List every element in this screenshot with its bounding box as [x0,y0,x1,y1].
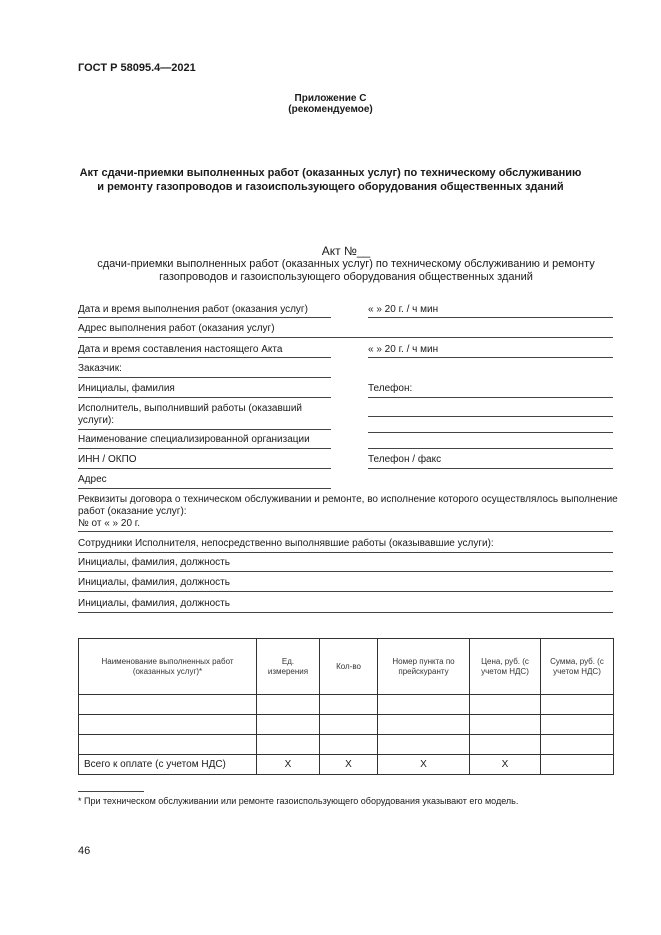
table-cell[interactable] [541,735,614,755]
work-date-label: Дата и время выполнения работ (оказания услуг) [78,304,308,315]
contract-label-line-1: Реквизиты договора о техническом обслуживании и ремонте, во исполнение которого осуществлялось выполнение [78,494,618,505]
organization-name-label: Наименование специализированной организации [78,434,310,445]
staff-entry-1: Инициалы, фамилия, должность [78,557,230,568]
organization-name-line [78,448,331,449]
inn-line [78,468,331,469]
staff-entry-2: Инициалы, фамилия, должность [78,577,230,588]
work-date-template: « » 20 г. / ч мин [368,304,439,315]
table-cell[interactable] [79,715,257,735]
work-address-label: Адрес выполнения работ (оказания услуг) [78,323,275,334]
col-header-unit: Ед. измерения [257,639,320,695]
inn-label: ИНН / ОКПО [78,454,137,465]
act-number: Акт №__ [321,244,371,258]
phone-fax-line [368,468,613,469]
table-cell[interactable] [79,735,257,755]
col-header-sum: Сумма, руб. (с учетом НДС) [541,639,614,695]
phone-label: Телефон: [368,383,413,394]
customer-name-line [78,397,331,398]
table-cell[interactable] [320,735,378,755]
customer-name-label: Инициалы, фамилия [78,383,175,394]
table-row [79,715,614,735]
table-cell[interactable] [257,735,320,755]
table-cell[interactable] [470,735,541,755]
act-subtitle-line-2: газопроводов и газоиспользующего оборудования общественных зданий [159,271,533,283]
total-price-mark: X [470,755,541,775]
customer-line [78,377,331,378]
works-table [78,638,614,775]
table-cell[interactable] [257,695,320,715]
table-cell[interactable] [320,695,378,715]
total-label: Всего к оплате (с учетом НДС) [79,755,257,775]
contractor-line-a [368,416,613,417]
contractor-label-line-1: Исполнитель, выполнивший работы (оказавший [78,403,302,414]
staff-entry-2-line [78,591,613,592]
table-header-row [79,639,614,695]
table-cell[interactable] [378,695,470,715]
total-quantity-mark: X [320,755,378,775]
col-header-quantity: Кол-во [320,639,378,695]
page-number: 46 [78,845,91,857]
table-cell[interactable] [541,695,614,715]
table-cell[interactable] [541,715,614,735]
work-date-underline [78,317,331,318]
table-cell[interactable] [320,715,378,735]
table-cell[interactable] [257,715,320,735]
work-date-value-line [368,317,613,318]
table-cell[interactable] [79,695,257,715]
contractor-line-b [368,432,613,433]
contract-line [78,531,613,532]
contractor-label-line-2: услуги): [78,415,115,426]
footnote: * При техническом обслуживании или ремонте газоиспользующего оборудования указывают его модель. [78,796,519,806]
address-line [78,488,331,489]
act-date-underline [78,357,331,358]
act-date-value-line [368,357,613,358]
table-cell[interactable] [378,715,470,735]
col-header-price: Цена, руб. (с учетом НДС) [470,639,541,695]
contract-number-template: № от « » 20 г. [78,518,140,529]
staff-entry-1-line [78,571,613,572]
customer-label: Заказчик: [78,363,122,374]
annex-title: Приложение С [294,93,367,104]
total-unit-mark: X [257,755,320,775]
total-sum-cell[interactable] [541,755,614,775]
total-price-list-mark: X [378,755,470,775]
col-header-work-name: Наименование выполненных работ (оказанных услуг)* [79,639,257,695]
table-cell[interactable] [378,735,470,755]
staff-line [78,552,613,553]
act-subtitle-line-1: сдачи-приемки выполненных работ (оказанных услуг) по техническому обслуживанию и ремонту [97,258,595,270]
staff-entry-3: Инициалы, фамилия, должность [78,598,230,609]
act-date-label: Дата и время составления настоящего Акта [78,344,283,355]
document-title-line-1: Акт сдачи-приемки выполненных работ (оказанных услуг) по техническому обслуживанию [79,167,582,179]
table-cell[interactable] [470,715,541,735]
staff-label: Сотрудники Исполнителя, непосредственно выполнявшие работы (оказывавшие услуги): [78,538,494,549]
col-header-price-list-item: Номер пункта по прейскуранту [378,639,470,695]
phone-line [368,397,613,398]
footnote-separator [78,791,144,792]
contractor-underline [78,429,331,430]
annex-subtitle: (рекомендуемое) [288,104,373,115]
contract-label-line-2: работ (оказание услуг): [78,506,187,517]
organization-value-line [368,448,613,449]
staff-entry-3-line [78,612,613,613]
address-label: Адрес [78,474,107,485]
standard-code: ГОСТ Р 58095.4—2021 [78,62,196,74]
document-title-line-2: и ремонту газопроводов и газоиспользующего оборудования общественных зданий [97,181,564,193]
table-cell[interactable] [470,695,541,715]
table-row [79,695,614,715]
work-address-line [78,337,613,338]
table-row [79,735,614,755]
act-date-template: « » 20 г. / ч мин [368,344,439,355]
table-total-row [79,755,614,775]
phone-fax-label: Телефон / факс [368,454,442,465]
